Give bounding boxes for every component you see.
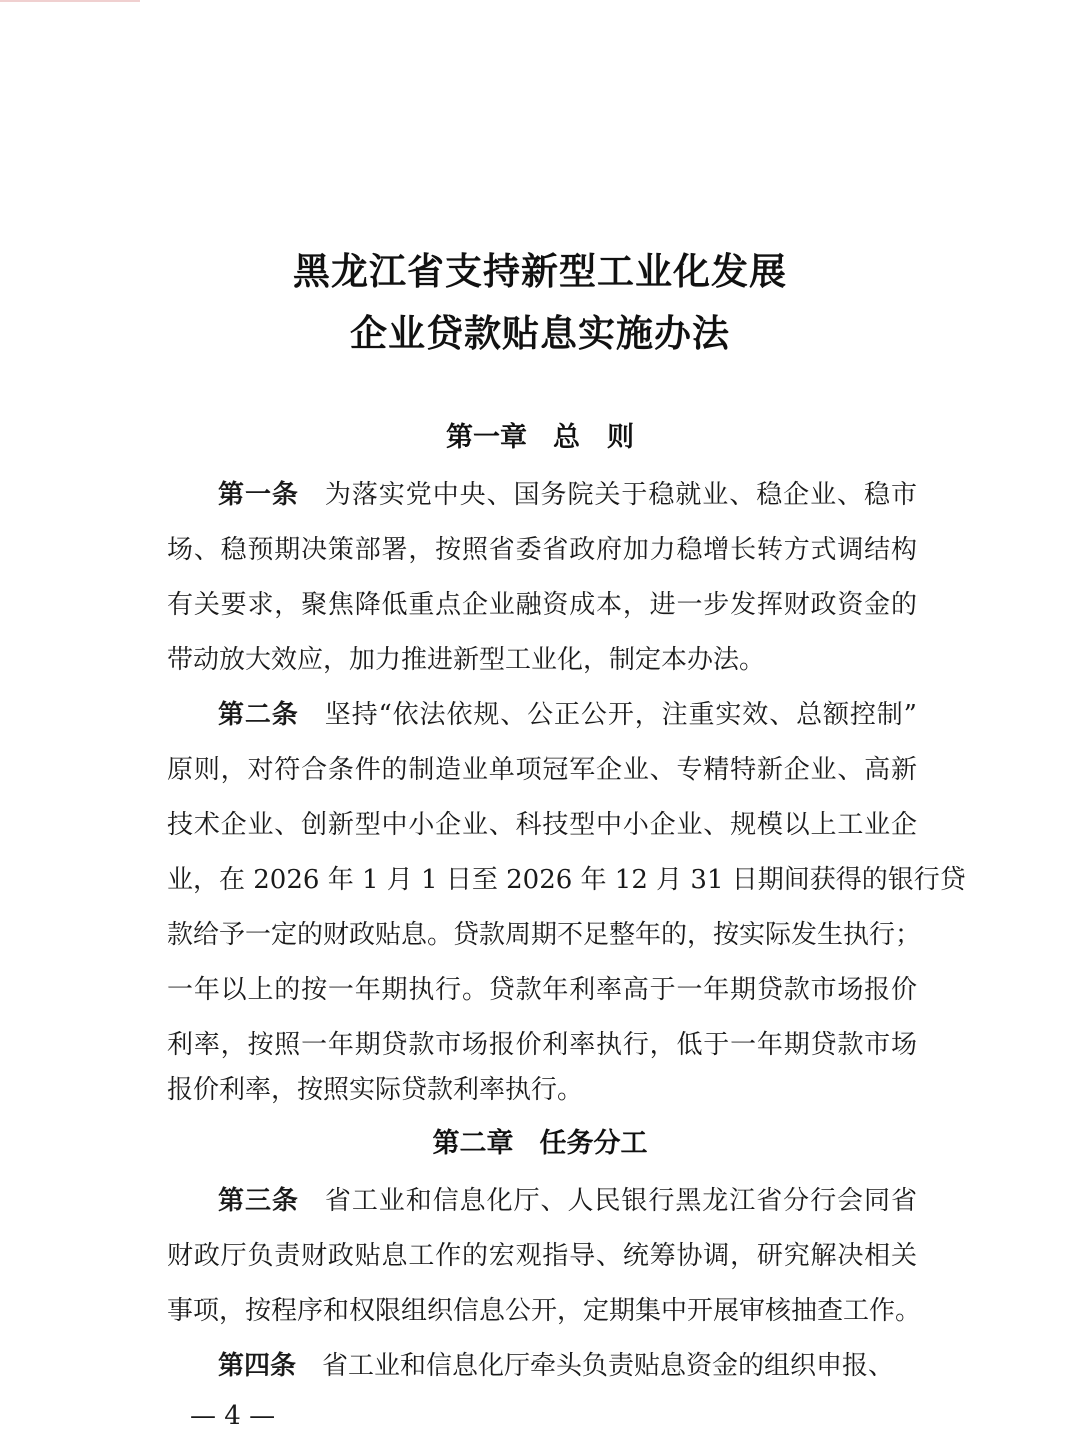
article-text: 省工业和信息化厅、人民银行黑龙江省分行会同省: [324, 1186, 917, 1216]
article-label: 第二条: [218, 700, 299, 730]
article-3-line-2: 财政厅负责财政贴息工作的宏观指导、统筹协调，研究解决相关: [167, 1241, 917, 1271]
chapter-heading-1: [0, 420, 1080, 456]
chapter-name: 总 则: [553, 422, 634, 453]
scan-edge-mark: [0, 0, 140, 2]
article-1-line-1: [218, 477, 917, 513]
article-2-line-6: 一年以上的按一年期执行。贷款年利率高于一年期贷款市场报价: [167, 975, 917, 1005]
article-text: 省工业和信息化厅牵头负责贴息资金的组织申报、: [322, 1351, 895, 1381]
page-number: — 4 —: [190, 1401, 276, 1431]
document-title-line2: 企业贷款贴息实施办法: [350, 312, 730, 355]
article-3-line-3: 事项，按程序和权限组织信息公开，定期集中开展审核抽查工作。: [167, 1296, 922, 1326]
article-4-line-1: [218, 1348, 917, 1384]
article-2-line-1: [218, 697, 917, 733]
article-3-line-1: [218, 1183, 917, 1219]
article-2-line-4: 业，在 2026 年 1 月 1 日至 2026 年 12 月 31 日期间获得的银行贷: [167, 865, 966, 895]
article-2-line-8: 报价利率，按照实际贷款利率执行。: [167, 1075, 584, 1105]
chapter-heading-2: [0, 1126, 1080, 1162]
chapter-number: 第二章: [432, 1128, 514, 1159]
article-2-line-7: 利率，按照一年期贷款市场报价利率执行，低于一年期贷款市场: [167, 1030, 917, 1060]
article-1-line-2: 场、稳预期决策部署，按照省委省政府加力稳增长转方式调结构: [167, 535, 917, 565]
chapter-number: 第一章: [446, 422, 527, 453]
article-label: 第一条: [218, 480, 299, 510]
document-title-line1: 黑龙江省支持新型工业化发展: [293, 250, 787, 293]
article-1-line-4: 带动放大效应，加力推进新型工业化，制定本办法。: [167, 645, 766, 675]
article-text: 坚持“依法依规、公正公开，注重实效、总额控制”: [324, 700, 917, 730]
article-2-line-2: 原则，对符合条件的制造业单项冠军企业、专精特新企业、高新: [167, 755, 917, 785]
article-text: 为落实党中央、国务院关于稳就业、稳企业、稳市: [324, 480, 917, 510]
chapter-name: 任务分工: [539, 1128, 648, 1159]
article-label: 第三条: [218, 1186, 299, 1216]
article-label: 第四条: [218, 1351, 297, 1381]
article-2-line-3: 技术企业、创新型中小企业、科技型中小企业、规模以上工业企: [167, 810, 917, 840]
article-2-line-5: 款给予一定的财政贴息。贷款周期不足整年的，按实际发生执行；: [167, 920, 922, 950]
article-1-line-3: 有关要求，聚焦降低重点企业融资成本，进一步发挥财政资金的: [167, 590, 917, 620]
